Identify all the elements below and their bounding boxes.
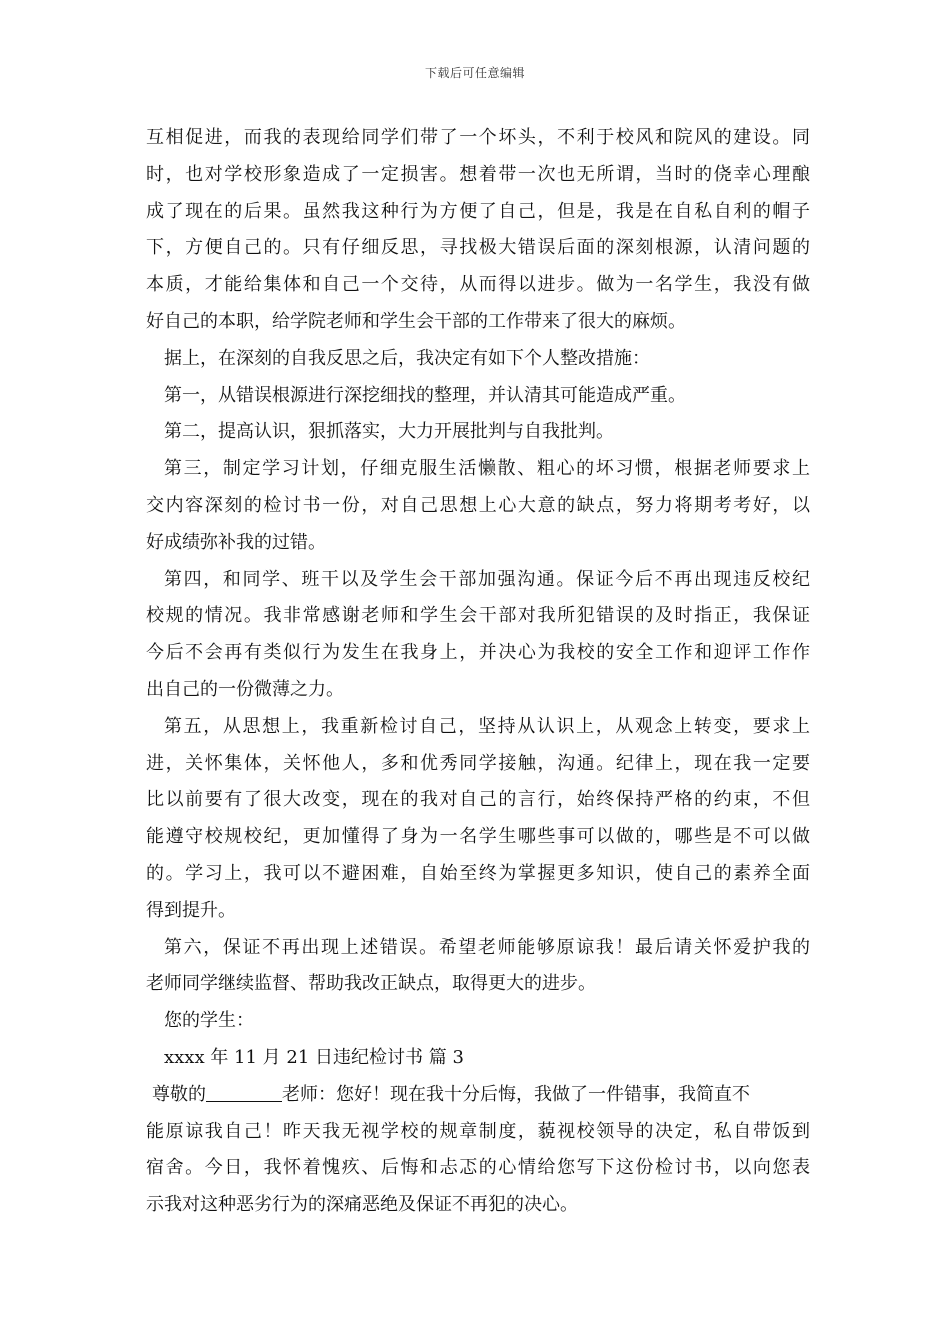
salutation-prefix: 尊敬的 [152,1083,206,1105]
text-line: 第二，提高认识，狠抓落实，大力开展批判与自我批判。 [164,421,614,443]
page-header: 下载后可任意编辑 [424,66,525,80]
text-line: 第三，制定学习计划，仔细克服生活懒散、粗心的坏习惯，根据老师要求上 [164,458,810,480]
salutation-line [146,1077,810,1114]
text-line: 能遵守校规校纪，更加懂得了身为一名学生哪些事可以做的，哪些是不可以做 [146,826,810,848]
text-line: 的。学习上，我可以不避困难，自始至终为掌握更多知识，使自己的素养全面 [146,862,810,884]
text-line: 交内容深刻的检讨书一份，对自己思想上心大意的缺点，努力将期考考好，以 [146,494,810,516]
text-line: 校规的情况。我非常感谢老师和学生会干部对我所犯错误的及时指正，我保证 [146,605,810,627]
text-line: 老师同学继续监督、帮助我改正缺点，取得更大的进步。 [146,973,596,995]
text-line: 时，也对学校形象造成了一定损害。想着带一次也无所谓，当时的侥幸心理酿 [146,163,810,185]
text-line: 互相促进，而我的表现给同学们带了一个坏头，不利于校风和院风的建设。同 [146,127,810,148]
text-line: 进，关怀集体，关怀他人，多和优秀同学接触，沟通。纪律上，现在我一定要 [146,752,810,774]
text-line: 下，方便自己的。只有仔细反思，寻找极大错误后面的深刻根源，认清问题的 [146,237,810,259]
text-line: 据上，在深刻的自我反思之后，我决定有如下个人整改措施： [164,347,650,369]
text-line: 宿舍。今日，我怀着愧疚、后悔和忐忑的心情给您写下这份检讨书，以向您表 [146,1157,810,1179]
text-line: 第一，从错误根源进行深挖细找的整理，并认清其可能造成严重。 [164,384,686,406]
document-body [146,120,810,1224]
text-line: 得到提升。 [146,899,236,921]
text-line: 第四，和同学、班干以及学生会干部加强沟通。保证今后不再出现违反校纪 [164,568,810,590]
text-line: 好自己的本职，给学院老师和学生会干部的工作带来了很大的麻烦。 [146,310,686,332]
text-line: 第六，保证不再出现上述错误。希望老师能够原谅我！最后请关怀爱护我的 [164,936,810,958]
text-line: 能原谅我自己！昨天我无视学校的规章制度，藐视校领导的决定，私自带饭到 [146,1120,810,1142]
signature-line: 您的学生： [164,1010,254,1032]
text-line: 成了现在的后果。虽然我这种行为方便了自己，但是，我是在自私自利的帽子 [146,200,810,222]
text-line: 本质，才能给集体和自己一个交待，从而得以进步。做为一名学生，我没有做 [146,274,810,296]
section-title: xxxx 年 11 月 21 日违纪检讨书 篇 3 [164,1046,464,1068]
text-line: 比以前要有了很大改变，现在的我对自己的言行，始终保持严格的约束，不但 [146,789,810,811]
text-line: 第五，从思想上，我重新检讨自己，坚持从认识上，从观念上转变，要求上 [164,715,810,737]
name-blank [206,1081,282,1102]
text-line: 出自己的一份微薄之力。 [146,678,344,700]
text-line: 好成绩弥补我的过错。 [146,531,326,553]
text-line: 示我对这种恶劣行为的深痛恶绝及保证不再犯的决心。 [146,1194,578,1216]
salutation-suffix: 老师：您好！现在我十分后悔，我做了一件错事，我简直不 [282,1083,750,1105]
text-line: 今后不会再有类似行为发生在我身上，并决心为我校的安全工作和迎评工作作 [146,642,810,664]
